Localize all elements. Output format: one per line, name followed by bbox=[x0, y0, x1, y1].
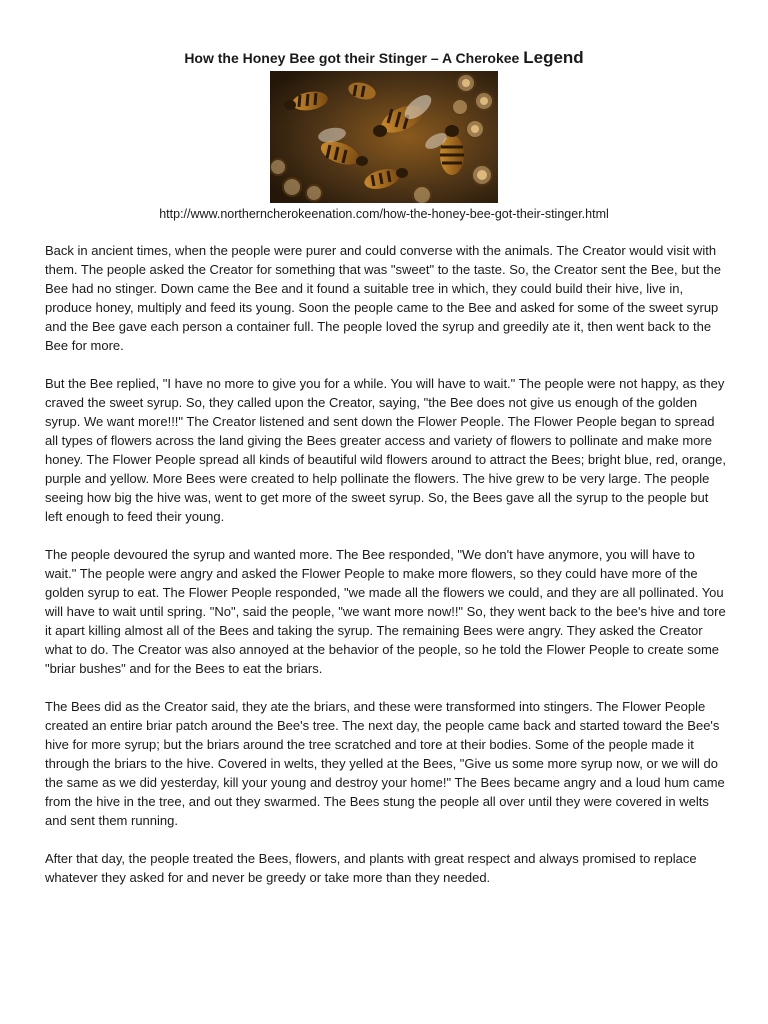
document-title-tail: Legend bbox=[523, 48, 584, 67]
document-title-main: How the Honey Bee got their Stinger – A Cherokee bbox=[184, 50, 524, 66]
paragraph: The people devoured the syrup and wanted more. The Bee responded, "We don't have anymore, you will have to wait." The people were angry and asked the Flower People to make more flowers, so they could have more of the golden syrup to eat. The Flower People responded, "we made all the flowers we could, and they are all pollinated. You will have to wait until spring. "No", said the people, "we want more now!!" So, they went back to the bee's hive and tore it apart killing almost all of the Bees and taking the syrup. The remaining Bees were angry. They asked the Creator what to do. The Creator was also annoyed at the behavior of the people, so he told the Flower People to create some "briar bushes" and for the Bees to eat the briars. bbox=[45, 547, 726, 676]
bees-on-honeycomb-image bbox=[270, 71, 498, 203]
document-body bbox=[45, 241, 727, 906]
document-title bbox=[0, 48, 768, 68]
paragraph: But the Bee replied, "I have no more to give you for a while. You will have to wait." The people were not happy, as they craved the sweet syrup. So, they called upon the Creator, saying, "the Bee does not give us enough of the golden syrup. We want more!!!" The Creator listened and sent down the Flower People. The Flower People began to spread all types of flowers across the land giving the Bees greater access and variety of flowers to pollinate and make more honey. The Flower People spread all kinds of beautiful wild flowers around to attract the Bees; bright blue, red, orange, purple and yellow. More Bees were created to help pollinate the flowers. The hive grew to be very large. The people seeing how big the hive was, went to get more of the sweet syrup. So, the Bees gave all the syrup to the people but left enough to feed their young. bbox=[45, 376, 726, 524]
source-url: http://www.northerncherokeenation.com/how-the-honey-bee-got-their-stinger.html bbox=[159, 207, 609, 221]
paragraph: Back in ancient times, when the people were purer and could converse with the animals. The Creator would visit with them. The people asked the Creator for something that was "sweet" to the taste. So, the Creator sent the Bee, but the Bee had no stinger. Down came the Bee and it found a suitable tree in which, they could build their hive, live in, produce honey, multiply and feed its young. Soon the people came to the Bee and asked for some of the sweet syrup and the Bee gave each person a container full. The people loved the syrup and greedily ate it, then went back to the Bee for more. bbox=[45, 243, 721, 353]
paragraph: After that day, the people treated the Bees, flowers, and plants with great respect and always promised to replace whatever they asked for and never be greedy or take more than they needed. bbox=[45, 851, 697, 885]
paragraph: The Bees did as the Creator said, they ate the briars, and these were transformed into stingers. The Flower People created an entire briar patch around the Bee's tree. The next day, the people came back and started toward the Bee's hive for more syrup; but the briars around the tree scratched and tore at their bodies. Some of the people made it through the briars to the hive. Covered in welts, they yelled at the Bees, "Give us some more syrup now, or we will do the same as we did yesterday, kill your young and destroy your home!" The Bees became angry and a loud hum came from the hive in the tree, and out they swarmed. The Bees stung the people all over until they were covered in welts and sent them running. bbox=[45, 699, 725, 828]
